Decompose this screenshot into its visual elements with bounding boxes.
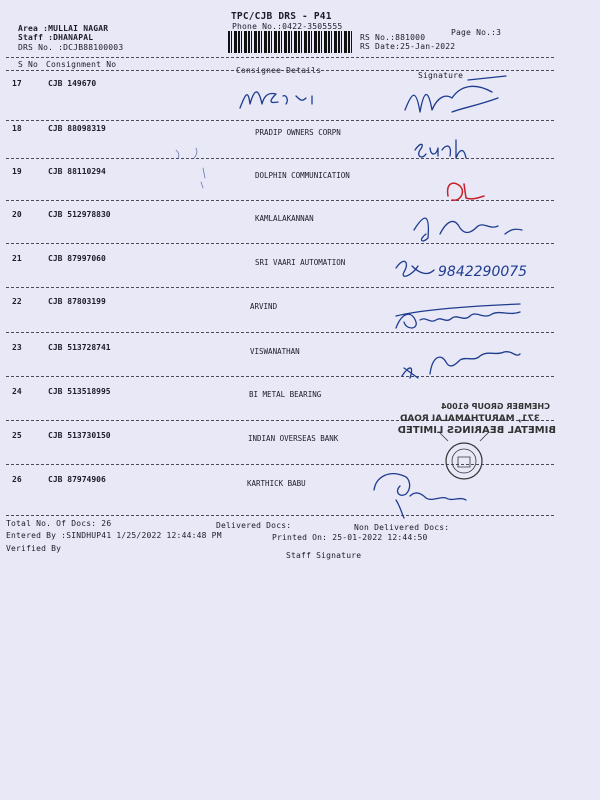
rs-number: RS No.:881000 — [360, 33, 426, 42]
row-sno: 19 — [12, 167, 22, 176]
row-consignee: PRADIP OWNERS CORPN — [255, 128, 341, 137]
sheet-title: TPC/CJB DRS - P41 — [231, 11, 332, 22]
row-consignee: SRI VAARI AUTOMATION — [255, 258, 346, 267]
row-sno: 22 — [12, 297, 22, 306]
row-sno: 18 — [12, 124, 22, 133]
row-consignment: CJB 87997060 — [48, 254, 106, 263]
row-sno: 24 — [12, 387, 22, 396]
row-sno: 21 — [12, 254, 22, 263]
total-docs: Total No. Of Docs: 26 — [6, 519, 112, 528]
printed-on: Printed On: 25-01-2022 12:44:50 — [272, 533, 428, 542]
entered-by: Entered By :SINDHUP41 1/25/2022 12:44:48 PM — [6, 531, 222, 540]
row-consignee: DOLPHIN COMMUNICATION — [255, 171, 350, 180]
row-consignment: CJB 87803199 — [48, 297, 106, 306]
rs-date: RS Date:25-Jan-2022 — [360, 42, 456, 51]
stamp-company-name: BIMETAL BEARINGS LIMITED — [397, 425, 556, 436]
column-consignee-details: Consignee Details — [236, 66, 322, 75]
row-consignee: VISWANATHAN — [250, 347, 300, 356]
svg-text:CHEMBER GROUP 61004: CHEMBER GROUP 61004 — [440, 402, 550, 411]
row-consignee: KAMLALAKANNAN — [255, 214, 314, 223]
row-consignment: CJB 513518995 — [48, 387, 111, 396]
non-delivered-docs: Non Delivered Docs: — [354, 523, 450, 532]
staff-label: Staff :DHANAPAL — [18, 33, 94, 42]
row-consignment: CJB 512978830 — [48, 210, 111, 219]
row-consignment: CJB 513728741 — [48, 343, 111, 352]
row-consignment: CJB 88098319 — [48, 124, 106, 133]
row-consignee: KARTHICK BABU — [247, 479, 306, 488]
row-consignment: CJB 149670 — [48, 79, 97, 88]
row-sno: 23 — [12, 343, 22, 352]
row-consignment: CJB 88110294 — [48, 167, 106, 176]
drs-number: DRS No. :DCJB88100003 — [18, 43, 124, 52]
company-stamp — [360, 395, 560, 505]
row-sno: 25 — [12, 431, 22, 440]
phone-number: Phone No.:0422-3505555 — [232, 22, 343, 31]
column-sno: S No — [18, 60, 39, 69]
phone-handwriting: 9842290075 — [438, 264, 528, 280]
column-consignment-no: Consignment No — [46, 60, 117, 69]
row-sno: 26 — [12, 475, 22, 484]
row-consignee: INDIAN OVERSEAS BANK — [248, 434, 339, 443]
row-sno: 20 — [12, 210, 22, 219]
stamp-address: 371, MARUTHAMALAI ROAD — [399, 414, 540, 424]
column-signature: Signature — [418, 71, 464, 80]
row-consignee: ARVIND — [250, 302, 278, 311]
page-number: Page No.:3 — [451, 28, 502, 37]
row-consignment: CJB 513730150 — [48, 431, 111, 440]
delivered-docs: Delivered Docs: — [216, 521, 292, 530]
row-sno: 17 — [12, 79, 22, 88]
area-label: Area :MULLAI NAGAR — [18, 24, 109, 33]
row-consignee: BI METAL BEARING — [249, 390, 322, 399]
verified-by: Verified By — [6, 544, 62, 553]
row-consignment: CJB 87974906 — [48, 475, 106, 484]
staff-signature: Staff Signature — [286, 551, 362, 560]
